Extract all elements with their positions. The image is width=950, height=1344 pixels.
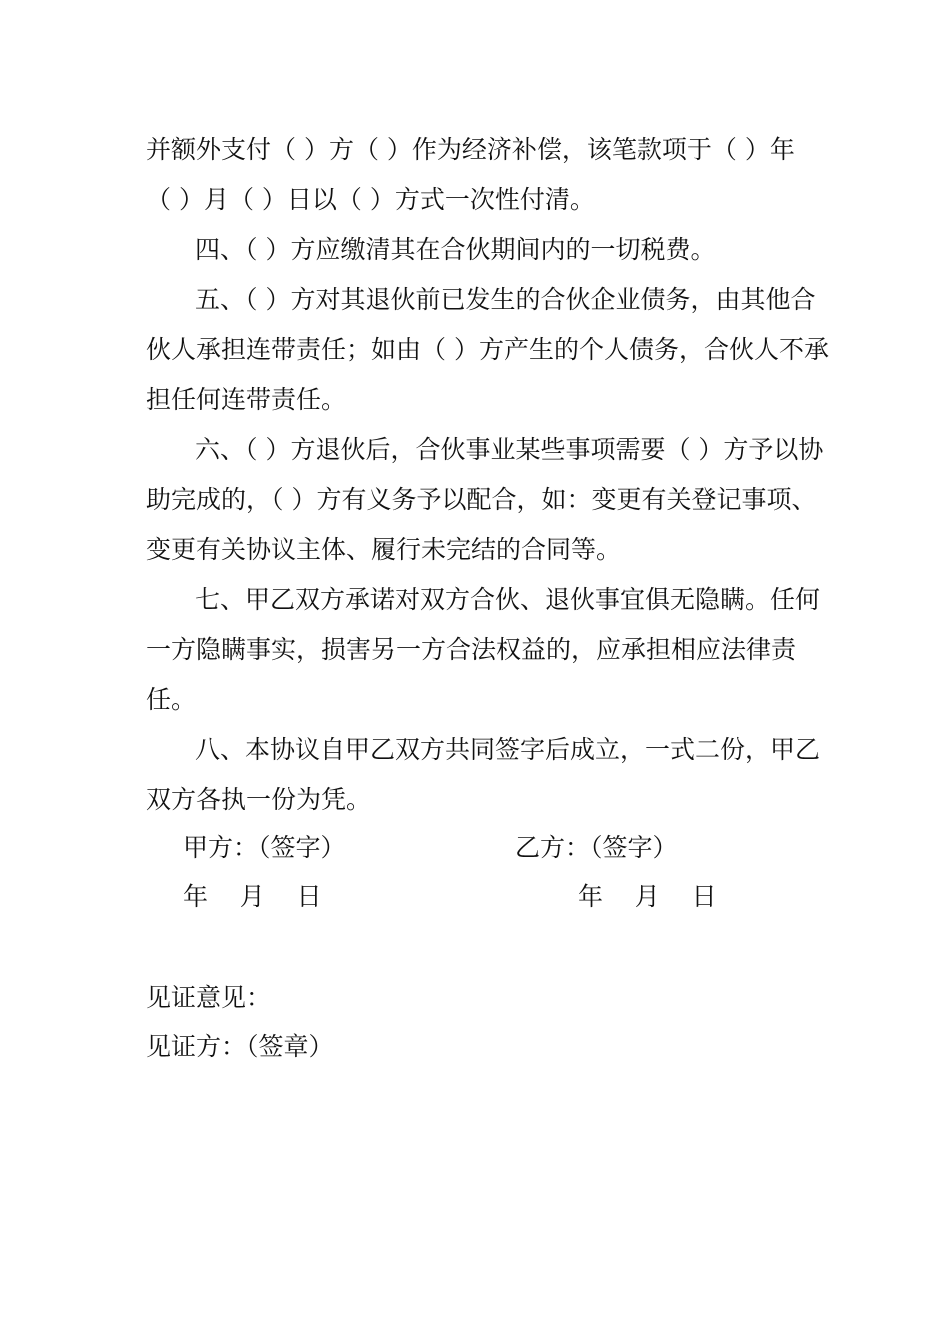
- paragraph-line-9: 变更有关协议主体、履行未完结的合同等。: [146, 535, 622, 564]
- paragraph-line-2: （ ）月（ ）日以（ ）方式一次性付清。: [146, 185, 595, 214]
- paragraph-line-12: 任。: [146, 685, 197, 714]
- paragraph-line-3: 四、（ ）方应缴清其在合伙期间内的一切税费。: [195, 235, 716, 264]
- witness-opinion-label: 见证意见：: [146, 983, 272, 1012]
- paragraph-line-4: 五、（ ）方对其退伙前已发生的合伙企业债务，由其他合: [195, 285, 816, 314]
- paragraph-line-13: 八、本协议自甲乙双方共同签字后成立，一式二份，甲乙: [195, 735, 821, 764]
- paragraph-line-7: 六、（ ）方退伙后，合伙事业某些事项需要（ ）方予以协: [195, 435, 824, 464]
- party-a-signature-label: 甲方：（签字）: [183, 833, 346, 862]
- paragraph-line-6: 担任何连带责任。: [146, 385, 347, 414]
- witness-signer-label: 见证方：（签章）: [146, 1032, 334, 1061]
- paragraph-line-10: 七、甲乙双方承诺对双方合伙、退伙事宜俱无隐瞒。任何: [195, 585, 821, 614]
- paragraph-line-5: 伙人承担连带责任；如由（ ）方产生的个人债务，合伙人不承: [146, 335, 829, 364]
- party-a-date: 年 月 日: [183, 882, 322, 911]
- paragraph-line-14: 双方各执一份为凭。: [146, 785, 372, 814]
- paragraph-line-11: 一方隐瞒事实，损害另一方合法权益的，应承担相应法律责: [146, 635, 797, 664]
- party-b-signature-label: 乙方：（签字）: [515, 833, 678, 862]
- party-b-date: 年 月 日: [578, 882, 717, 911]
- paragraph-line-8: 助完成的，（ ）方有义务予以配合，如：变更有关登记事项、: [146, 485, 817, 514]
- paragraph-line-1: 并额外支付（ ）方（ ）作为经济补偿，该笔款项于（ ）年: [146, 135, 795, 164]
